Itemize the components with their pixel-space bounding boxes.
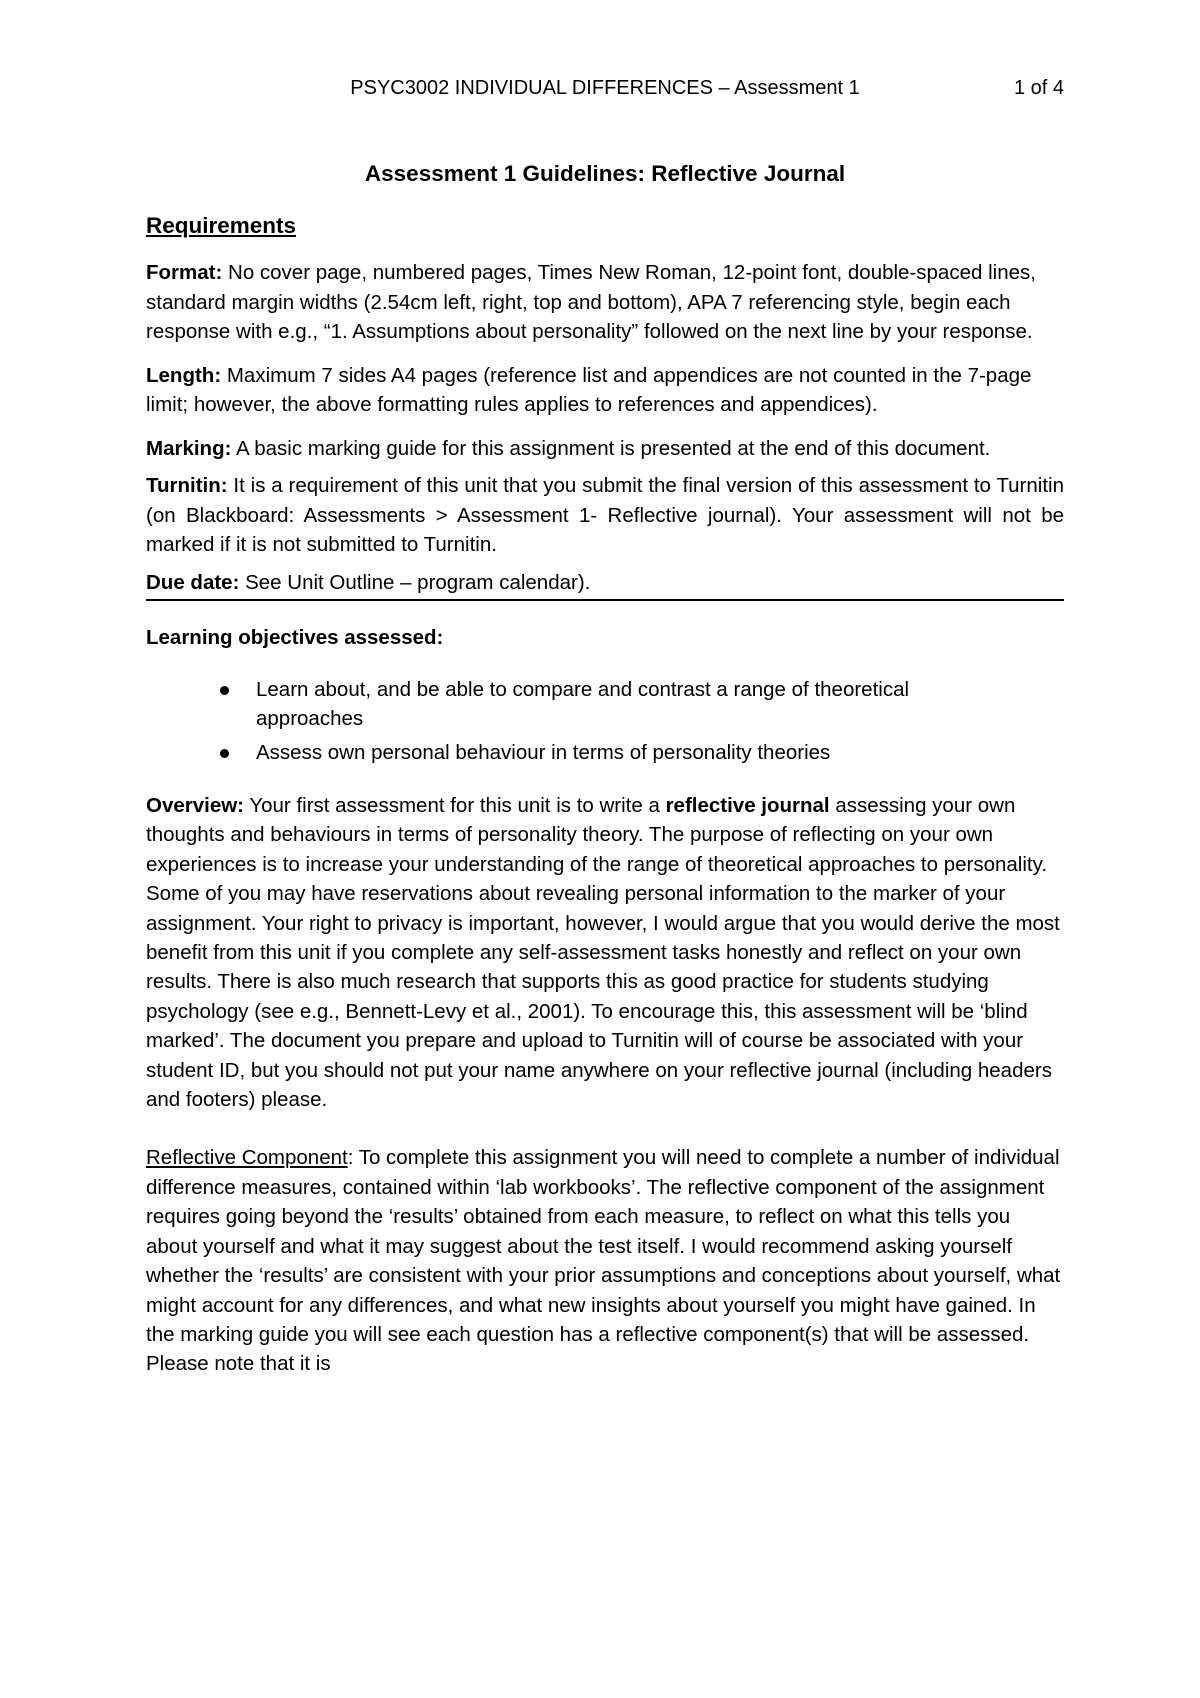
learning-objectives-list <box>146 675 1064 768</box>
overview-text-before: Your first assessment for this unit is to write a <box>244 794 666 817</box>
document-body <box>146 150 1064 1393</box>
marking-paragraph <box>146 434 1064 464</box>
header-title: PSYC3002 INDIVIDUAL DIFFERENCES – Assessment 1 <box>350 77 860 99</box>
reflective-component-text: : To complete this assignment you will need to complete a number of individual difference measures, contained within ‘lab workbooks’. The reflective component of the assignment requires going beyond the ‘results’ obtained from each measure, to reflect on what this tells you about yourself and what it may suggest about the test itself. I would recommend asking yourself whether the ‘results’ are consistent with your prior assumptions and conceptions about yourself, what might account for any differences, and what new insights about yourself you might have gained. In the marking guide you will see each question has a reflective component(s) that will be assessed. Please note that it is <box>146 1146 1061 1376</box>
overview-text-after: assessing your own thoughts and behaviours in terms of personality theory. The purpose of reflecting on your own experiences is to increase your understanding of the range of theoretical approaches to personality. Some of you may have reservations about revealing personal information to the marker of your assignment. Your right to privacy is important, however, I would argue that you would derive the most benefit from this unit if you complete any self-assessment tasks honestly and reflect on your own results. There is also much research that supports this as good practice for students studying psychology (see e.g., Bennett-Levy et al., 2001). To encourage this, this assessment will be ‘blind marked’. The document you prepare and upload to Turnitin will of course be associated with your student ID, but you should not put your name anywhere on your reflective journal (including headers and footers) please. <box>146 794 1060 1112</box>
document-title: Assessment 1 Guidelines: Reflective Journal <box>364 161 846 186</box>
page-number: 1 of 4 <box>1013 77 1064 99</box>
overview-paragraph <box>146 791 1066 1114</box>
marking-label: Marking: <box>146 436 232 460</box>
bullet-icon <box>220 686 229 695</box>
overview-bold-phrase: reflective journal <box>665 794 830 817</box>
length-paragraph <box>146 361 1064 420</box>
format-paragraph <box>146 258 1064 347</box>
requirements-heading: Requirements <box>146 213 297 238</box>
length-text: Maximum 7 sides A4 pages (reference list and appendices are not counted in the 7-page limit; however, the above formatting rules applies to references and appendices). <box>146 363 1032 416</box>
objective-text: Learn about, and be able to compare and contrast a range of theoretical approaches <box>256 677 910 730</box>
list-item <box>256 738 1016 768</box>
section-divider <box>146 599 1064 601</box>
due-date-text: See Unit Outline – program calendar). <box>239 570 591 594</box>
turnitin-paragraph <box>146 471 1064 560</box>
format-label: Format: <box>146 261 223 284</box>
learning-objectives-heading: Learning objectives assessed: <box>146 626 444 649</box>
list-item <box>256 675 1016 734</box>
overview-label: Overview: <box>146 794 244 817</box>
due-date-label: Due date: <box>146 570 240 594</box>
reflective-component-label: Reflective Component <box>146 1146 348 1170</box>
page-header <box>146 73 1064 103</box>
reflective-component-paragraph <box>146 1143 1066 1378</box>
objective-text: Assess own personal behaviour in terms of personality theories <box>256 740 831 764</box>
due-date-paragraph <box>146 568 1064 598</box>
length-label: Length: <box>146 363 222 387</box>
bullet-icon <box>220 749 229 758</box>
turnitin-text: It is a requirement of this unit that you submit the final version of this assessment to Turnitin (on Blackboard: Assessments > Assessment 1- Reflective journal). Your assessment will not be marked if it is not submitted to Turnitin. <box>146 474 1064 556</box>
marking-text: A basic marking guide for this assignment is presented at the end of this document. <box>231 436 991 460</box>
turnitin-label: Turnitin: <box>146 474 228 497</box>
format-text: No cover page, numbered pages, Times New Roman, 12-point font, double-spaced lines, standard margin widths (2.54cm left, right, top and bottom), APA 7 referencing style, begin each response with e.g., “1. Assumptions about personality” followed on the next line by your response. <box>146 261 1036 343</box>
